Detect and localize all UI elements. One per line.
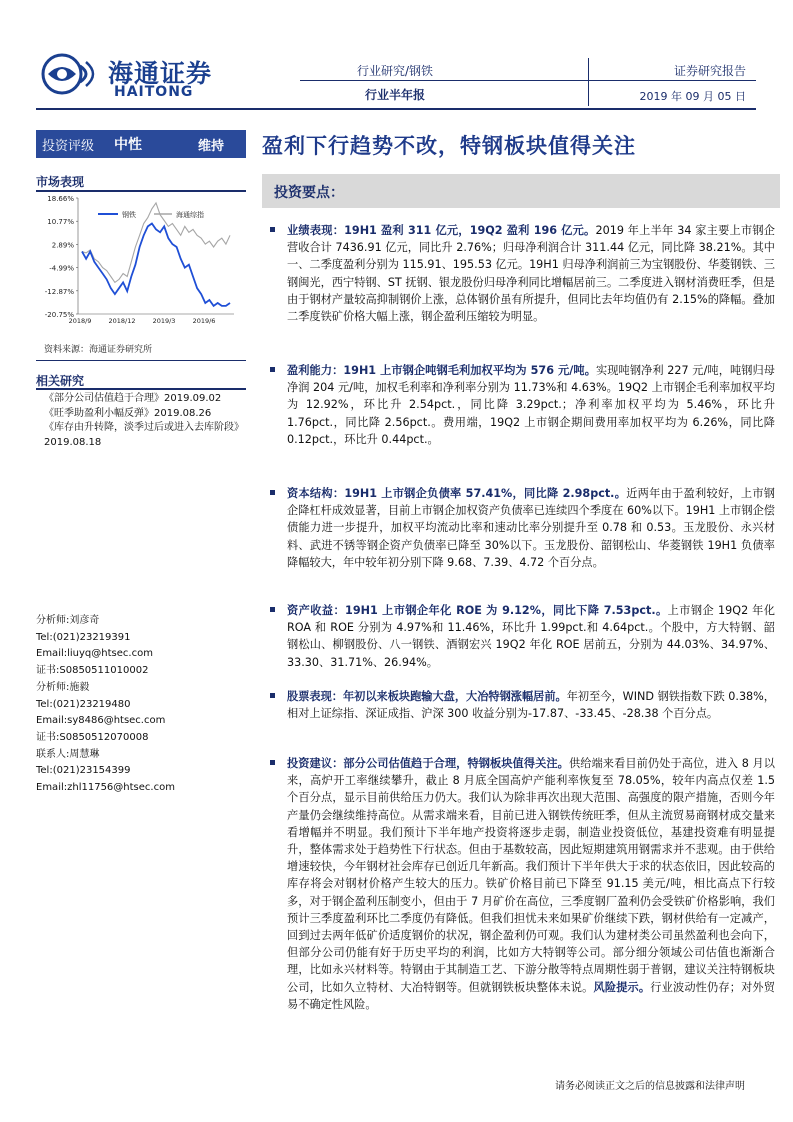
key-point-lead: 盈利能力：19H1 上市钢企吨钢毛利加权平均为 576 元/吨。 bbox=[287, 364, 596, 377]
key-point-lead: 资本结构：19H1 上市钢企负债率 57.41%，同比降 2.98pct.。 bbox=[287, 487, 627, 500]
market-heading-rule bbox=[36, 190, 246, 192]
analyst-line[interactable]: Email:sy8486@htsec.com bbox=[36, 715, 166, 727]
related-item[interactable]: 《旺季助盈利小幅反弹》2019.08.26 bbox=[44, 407, 212, 419]
logo-chinese-name: 海通证券 bbox=[108, 59, 213, 88]
key-point bbox=[270, 362, 775, 448]
analyst-line: 证书:S0850511010002 bbox=[36, 665, 149, 677]
key-point bbox=[270, 602, 775, 671]
y-tick-label: 10.77% bbox=[47, 218, 74, 227]
x-tick-label: 2019/6 bbox=[192, 317, 216, 325]
key-point-body: 2019 年上半年 34 家主要上市钢企营收合计 7436.91 亿元，同比升 2.76%；归母净利润合计 311.44 亿元，同比降 38.21%。其中一、二季度盈利分别为 115.91、195.53 亿元。19H1 归母净利润前三为宝钢股份、华菱钢铁、三钢闽光，西宁特钢、ST 抚钢、银龙股份归母净利同比增幅居前三。二季度进入钢材消费旺季，但是由于钢材产量较高抑制钢价上涨，总体钢价虽有所提升，但同比去年均值仍有 2.15%的降幅。叠加二季度铁矿价格大幅上涨，钢企盈利压缩较为明显。 bbox=[287, 224, 775, 324]
rating-value: 中性 bbox=[114, 137, 142, 153]
report-kind: 证券研究报告 bbox=[673, 64, 746, 78]
key-points-heading: 投资要点： bbox=[274, 185, 344, 201]
analyst-line: 分析师:施毅 bbox=[36, 681, 90, 693]
legend-label-composite: 海通综指 bbox=[176, 211, 204, 219]
risk-label: 风险提示。 bbox=[593, 980, 651, 994]
key-point-body: 实现吨钢净利 227 元/吨，吨钢归母净润 204 元/吨，加权毛利率和净利率分别为 11.73%和 4.63%。19Q2 上市钢企毛利率加权平均为 12.92%，环比升 2.54pct.，同比降 3.29pct.；净利率加权平均为 5.46%，环比升 1.76pct.，同比降 2.56pct.。费用端，19Q2 上市钢企期间费用率加权平均为 6.26%，同比降 0.12pct.，环比升 0.44pct.。 bbox=[287, 364, 775, 446]
key-point-body: 年初至今，WIND 钢铁指数下跌 0.38%，相对上证综指、深证成指、沪深 300 收益分别为-17.87、-33.45、-28.38 个百分点。 bbox=[287, 690, 775, 721]
report-type: 行业半年报 bbox=[364, 88, 425, 102]
market-heading: 市场表现 bbox=[36, 175, 85, 189]
market-performance-chart bbox=[36, 196, 246, 336]
y-tick-label: -4.99% bbox=[49, 264, 74, 273]
related-item[interactable]: 《部分公司估值趋于合理》2019.09.02 bbox=[44, 393, 222, 404]
chart-bottom-rule bbox=[36, 360, 246, 361]
key-point-lead: 业绩表现：19H1 盈利 311 亿元，19Q2 盈利 196 亿元。 bbox=[287, 224, 596, 237]
key-point-body: 上市钢企 19Q2 年化 ROA 和 ROE 分别为 4.97%和 11.46%，环比升 1.99pct.和 4.64pct.。个股中，方大特钢、韶钢松山、柳钢股份、八一钢铁、酒钢宏兴 19Q2 年化 ROE 居前五，分别为 44.03%、34.97%、33.30、31.71%、26.94%。 bbox=[287, 604, 775, 669]
x-tick-label: 2019/3 bbox=[152, 317, 176, 325]
bullet-icon bbox=[270, 227, 275, 232]
analyst-line: 证书:S0850512070008 bbox=[36, 731, 149, 743]
related-heading-rule bbox=[36, 388, 246, 390]
y-tick-label: 18.66% bbox=[47, 196, 74, 203]
analyst-line: Tel:(021)23219480 bbox=[36, 698, 131, 710]
header-bottom-rule bbox=[36, 108, 756, 110]
chart-source: 资料来源：海通证券研究所 bbox=[44, 345, 153, 355]
report-date: 2019 年 09 月 05 日 bbox=[639, 90, 746, 103]
related-item[interactable]: 《库存由升转降，淡季过后或进入去库阶段》2019.08.18 bbox=[44, 422, 244, 448]
related-heading: 相关研究 bbox=[36, 374, 85, 388]
risk-body: 行业波动性仍存；对外贸易不确定性风险。 bbox=[287, 980, 775, 1011]
rating-bar bbox=[36, 130, 246, 158]
key-point-lead: 资产收益：19H1 上市钢企年化 ROE 为 9.12%，同比下降 7.53pct.。 bbox=[287, 604, 668, 617]
key-point bbox=[270, 755, 775, 1013]
y-tick-label: -20.75% bbox=[44, 311, 74, 319]
analyst-contacts bbox=[36, 613, 246, 797]
analyst-line: 联系人:周慧琳 bbox=[36, 748, 100, 760]
bullet-icon bbox=[270, 367, 275, 372]
header-divider bbox=[300, 80, 756, 81]
haitong-logo-icon bbox=[40, 52, 102, 96]
key-point-lead: 投资建议：部分公司估值趋于合理，特钢板块值得关注。 bbox=[287, 757, 569, 770]
analyst-line: 分析师:刘彦奇 bbox=[36, 615, 100, 626]
key-point-body: 近两年由于盈利较好，上市钢企降杠杆成效显著，目前上市钢企加权资产负债率已连续四个季度在 60%以下。19H1 上市钢企偿债能力进一步提升，加权平均流动比率和速动比率分别提升至 0.78 和 0.53。玉龙股份、永兴材料、武进不锈等钢企资产负债率已降至 30%以下。玉龙股份、韶钢松山、华菱钢铁 19H1 负债率降幅较大，年中较年初分别下降 9.68、7.39、4.72 个百分点。 bbox=[287, 487, 775, 569]
analyst-line[interactable]: Email:zhl11756@htsec.com bbox=[36, 782, 175, 794]
bullet-icon bbox=[270, 607, 275, 612]
industry-category: 行业研究/钢铁 bbox=[356, 64, 434, 78]
header-vertical-divider bbox=[588, 58, 589, 106]
series-line-steel bbox=[82, 224, 230, 306]
x-tick-label: 2018/9 bbox=[68, 317, 92, 325]
report-title: 盈利下行趋势不改，特钢板块值得关注 bbox=[262, 133, 636, 158]
bullet-icon bbox=[270, 693, 275, 698]
disclaimer: 请务必阅读正文之后的信息披露和法律声明 bbox=[555, 1081, 745, 1092]
analyst-line[interactable]: Email:liuyq@htsec.com bbox=[36, 648, 153, 660]
related-research-list bbox=[44, 392, 249, 450]
key-point bbox=[270, 485, 775, 571]
rating-label: 投资评级 bbox=[42, 138, 95, 154]
y-tick-label: 2.89% bbox=[51, 241, 74, 250]
key-point bbox=[270, 222, 775, 325]
analyst-line: Tel:(021)23219391 bbox=[36, 631, 131, 643]
legend-label-steel: 钢铁 bbox=[122, 211, 136, 219]
rating-action: 维持 bbox=[198, 138, 225, 154]
bullet-icon bbox=[270, 490, 275, 495]
analyst-line: Tel:(021)23154399 bbox=[36, 765, 131, 777]
bullet-icon bbox=[270, 760, 275, 765]
key-point bbox=[270, 688, 775, 722]
x-tick-label: 2018/12 bbox=[108, 317, 136, 325]
key-point-body: 供给端来看目前仍处于高位，进入 8 月以来，高炉开工率继续攀升，截止 8 月底全国高炉产能利率恢复至 78.05%，较年内高点仅差 1.5 个百分点，显示目前供给压力仍大。我们认为除非再次出现大范围、高强度的限产措施，否则今年产量仍会继续维持高位。从需求端来看，目前已进入钢铁传统旺季，但从主流贸易商钢材成交量来看增幅并不明显。我们预计下半年地产投资将逐步走弱，制造业投资低位，基建投资难有明显提升，整体需求处于趋势性下行状态。但由于基数较高，因此短期建筑用钢需求并不悲观。由于供给增速较快，今年钢材社会库存已创近几年新高。我们预计下半年供大于求的状态依旧，因此较高的库存将会对钢材价格产生较大的压力。铁矿价格目前已下降至 91.15 美元/吨，相比高点下行较多，对于钢企盈利压制变小，但由于 7 月矿价在高位，三季度钢厂盈利仍会受铁矿价格影响，我们预计三季度盈利环比二季度仍有降低。但我们担忧未来如果矿价继续下跌，钢材供给有一定减产，回到过去两年低矿价适度钢价的状况，钢企盈利仍可观。我们认为建材类公司虽然盈利也会向下，但部分公司仍能有好于历史平均的利润，比如方大特钢等公司。部分细分领域公司估值也渐渐合理，比如永兴材料等。特钢由于其制造工艺、下游分散等特点周期性弱于普钢，建议关注特钢板块公司，比如久立特材、大冶特钢等。但就钢铁板块整体未说。 bbox=[287, 757, 775, 994]
logo-english-name: HAITONG bbox=[114, 84, 194, 100]
y-tick-label: -12.87% bbox=[44, 287, 74, 296]
key-point-lead: 股票表现：年初以来板块跑输大盘，大冶特钢涨幅居前。 bbox=[287, 690, 567, 703]
